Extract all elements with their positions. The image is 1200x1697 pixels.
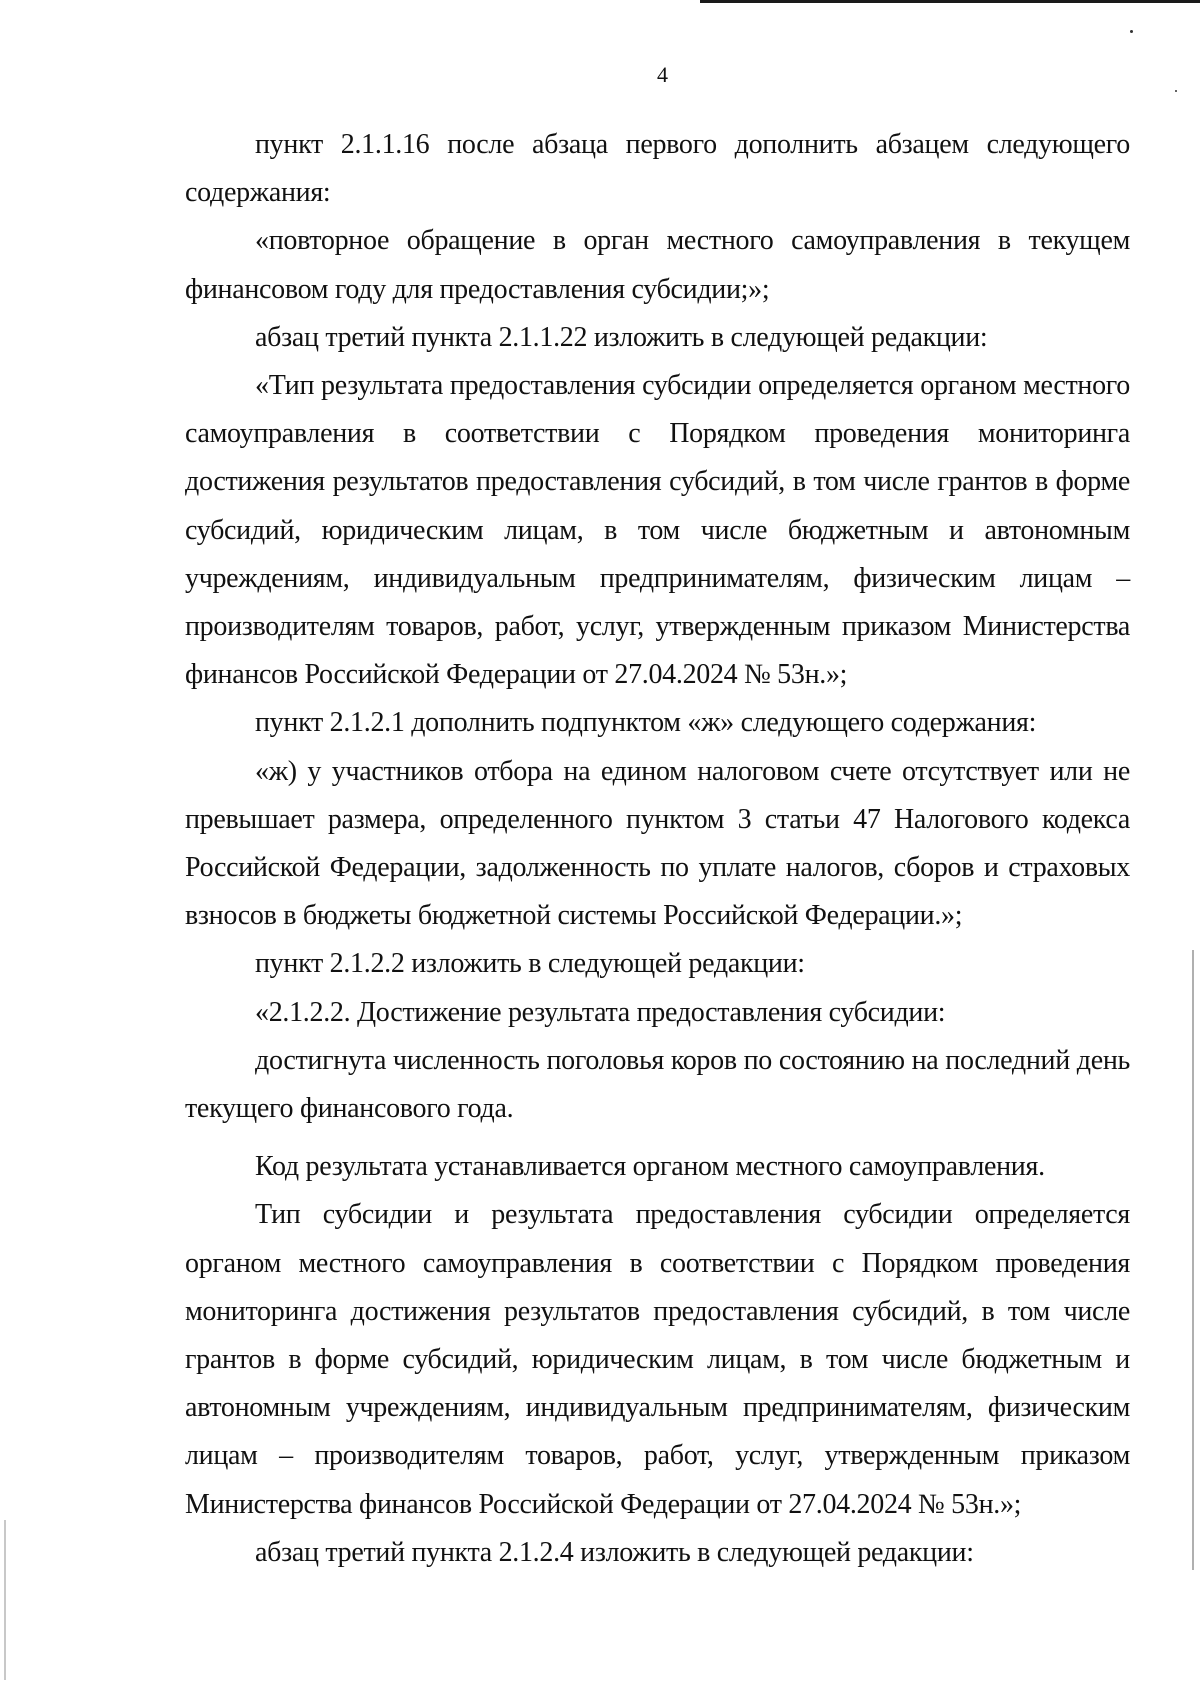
- scan-border-top: [700, 0, 1200, 3]
- paragraph-9: достигнута численность поголовья коров по состоянию на последний день текущего финансового года.: [185, 1044, 1130, 1125]
- scan-border-right: [1192, 950, 1194, 1570]
- paragraph-6: «ж) у участников отбора на едином налоговом счете отсутствует или не превышает размера, определенного пунктом 3 статьи 47 Налогового кодекса Российской Федерации, задолженность по уплате налогов, сборов и страховых взносов в бюджеты бюджетной системы Российской Федерации.»;: [185, 755, 1130, 932]
- paragraph-10: Код результата устанавливается органом местного самоуправления.: [255, 1151, 1045, 1183]
- paragraph-5: пункт 2.1.2.1 дополнить подпунктом «ж» следующего содержания:: [255, 707, 1037, 739]
- page-number: 4: [657, 62, 668, 87]
- paragraph-12: абзац третий пункта 2.1.2.4 изложить в следующей редакции:: [255, 1536, 974, 1568]
- paragraph-1: пункт 2.1.1.16 после абзаца первого дополнить абзацем следующего содержания:: [185, 129, 1130, 209]
- document-body: [185, 121, 1130, 1577]
- paragraph-8: «2.1.2.2. Достижение результата предоставления субсидии:: [255, 996, 946, 1028]
- paragraph-7: пункт 2.1.2.2 изложить в следующей редакции:: [255, 948, 805, 980]
- paragraph-2: «повторное обращение в орган местного самоуправления в текущем финансовом году для предоставления субсидии;»;: [185, 225, 1130, 305]
- scan-speck: [1130, 30, 1133, 33]
- paragraph-11: Тип субсидии и результата предоставления субсидии определяется органом местного самоуправления в соответствии с Порядком проведения мониторинга достижения результатов предоставления субсидий, в том числе грантов в форме субсидий, юридическим лицам, в том числе бюджетным и автономным учреждениям, индивидуальным предпринимателям, физическим лицам – производителям товаров, работ, услуг, утвержденным приказом Министерства финансов Российской Федерации от 27.04.2024 № 53н.»;: [185, 1199, 1130, 1520]
- scan-border-left: [4, 1520, 6, 1680]
- paragraph-4: «Тип результата предоставления субсидии определяется органом местного самоуправления в соответствии с Порядком проведения мониторинга достижения результатов предоставления субсидий, в том числе грантов в форме субсидий, юридическим лицам, в том числе бюджетным и автономным учреждениям, индивидуальным предпринимателям, физическим лицам – производителям товаров, работ, услуг, утвержденным приказом Министерства финансов Российской Федерации от 27.04.2024 № 53н.»;: [185, 370, 1130, 691]
- paragraph-3: абзац третий пункта 2.1.1.22 изложить в следующей редакции:: [255, 321, 988, 353]
- scan-speck: [1175, 90, 1177, 92]
